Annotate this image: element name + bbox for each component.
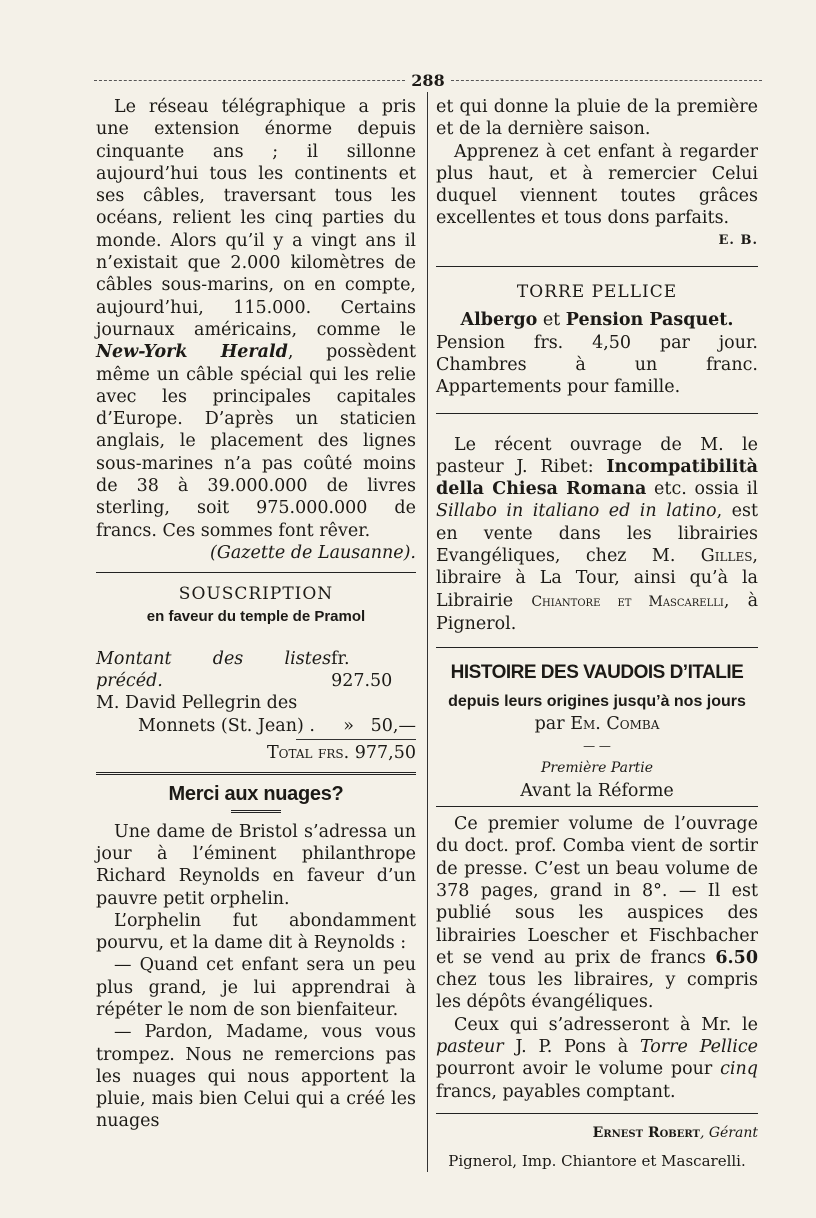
histoire-dash: — — (583, 739, 611, 754)
histoire-text: chez tous les libraires, y compris les dépôts évangéliques. (436, 970, 758, 1013)
ouvrage-text: , à Pignerol. (436, 590, 759, 634)
histoire-text: pasteur (436, 1036, 504, 1057)
ouvrage-book-title: Incompatibilità della Chiesa Romana (436, 456, 758, 500)
histoire-text: Torre Pellice (639, 1036, 758, 1057)
histoire-text: cinq (720, 1059, 758, 1080)
telegraph-article (96, 96, 416, 542)
author-name: Em. Comba (570, 713, 660, 734)
histoire-text: J. P. Pons à (503, 1036, 640, 1057)
histoire-text: Ceux qui s’adresseront à Mr. le (454, 1014, 758, 1035)
merci-title: Merci aux nuages? (168, 783, 344, 806)
merci-paragraph: L’orphelin fut abondamment pourvu, et la dame dit à Reynolds : (96, 910, 416, 954)
histoire-avant: Avant la Réforme (520, 780, 674, 801)
column-divider (427, 92, 428, 1172)
imprint: Pignerol, Imp. Chiantore et Mascarelli. (448, 1152, 746, 1171)
merci-paragraph: — Pardon, Madame, vous vous trompez. Nous ne remercions pas les nuages qui nous apportent la pluie, mais bien Celui qui a créé les nuages (96, 1022, 416, 1132)
telegraph-text-1: Le réseau télégraphique a pris une extension énorme depuis cinquante ans ; il sillonne aujourd’hui tous les continents et ses câbles, traversant tous les océans, relient les cinq parties du monde. Alors qu’il y a vingt ans il n’existait que 2.000 kilomètres de câbles sous-marins, on en compte, aujourd’hui, 115.000. Certains journaux américains, comme le (96, 97, 416, 340)
right-column (436, 96, 758, 1172)
divider (436, 647, 758, 648)
ouvrage-subtitle: Sillabo in italiano ed in latino (436, 501, 717, 522)
albergo-text: Pension frs. 4,50 par jour. Chambres à un franc. Appartements pour famille. (436, 332, 758, 398)
ouvrage-text: , libraire à La Tour, ainsi qu’à la Librairie (436, 546, 758, 611)
header-rule-left (94, 80, 405, 81)
subscription-line (96, 648, 416, 693)
pension-label: Pension Pasquet. (565, 310, 734, 331)
total-label: Total frs. (266, 743, 350, 764)
ouvrage-paragraph (436, 434, 758, 636)
gerant-label: , Gérant (699, 1124, 758, 1141)
divider (96, 572, 416, 573)
page-header (88, 70, 768, 90)
gerant-line (436, 1122, 758, 1144)
souscription-title: SOUSCRIPTION (178, 584, 334, 605)
albergo-et: et (542, 310, 561, 331)
merci-signature: E. B. (718, 232, 758, 248)
histoire-partie: Première Partie (540, 760, 654, 777)
total-value: 977,50 (354, 743, 416, 764)
merci-paragraph: Une dame de Bristol s’adressa un jour à l’éminent philanthrope Richard Reynolds en faveur d’un pauvre petit orphelin. (96, 821, 416, 909)
line-unit: » (343, 715, 354, 736)
line-unit: fr. (331, 648, 350, 669)
left-column (96, 96, 416, 1133)
gerant-name: Ernest Robert (592, 1124, 700, 1141)
bookseller-name: Gilles (700, 546, 753, 567)
albergo-heading (436, 309, 758, 331)
divider (436, 413, 758, 414)
bookseller-name: Chiantore et Mascarelli (531, 593, 724, 610)
telegraph-source: (Gazette de Lausanne). (210, 542, 416, 563)
divider (436, 1113, 758, 1114)
line-label: M. David Pellegrin des (96, 693, 298, 714)
line-label: Monnets (St. Jean) . (138, 715, 315, 736)
histoire-paragraph (436, 813, 758, 1014)
merci-paragraph: — Quand cet enfant sera un peu plus grand, je lui apprendrai à répéter le nom de son bienfaiteur. (96, 955, 416, 1020)
histoire-title: HISTOIRE DES VAUDOIS D’ITALIE (450, 662, 744, 684)
telegraph-text-2: , possèdent même un câble spécial qui les relie avec les principales capitales d’Europe. D’après un staticien anglais, le placement des lignes sous-marines n’a pas coûté moins de 38 à 39.000.000 de livres sterling, soit 975.000.000 de francs. Ces sommes font rêver. (96, 342, 416, 541)
merci-continued: Apprenez à cet enfant à regarder plus haut, et à remercier Celui duquel viennent toutes grâces excellentes et tous dons parfaits. (436, 141, 758, 229)
total-line (96, 742, 416, 764)
page-number: 288 (411, 70, 445, 90)
divider (436, 806, 758, 807)
merci-continued: et qui donne la pluie de la première et de la dernière saison. (436, 97, 758, 140)
histoire-text: Ce premier volume de l’ouvrage du doct. prof. Comba vient de sortir de presse. C’est un beau volume de 378 pages, grand in 8°. — Il est publié sous les auspices des librairies Loescher et Fischbacher et se vend au prix de francs (436, 814, 758, 968)
line-value: 927.50 (331, 671, 393, 692)
author-prefix: par (534, 713, 571, 734)
subscription-list (96, 648, 416, 764)
histoire-text: pourront avoir le volume pour (436, 1059, 721, 1080)
sum-rule (296, 739, 416, 740)
histoire-text: francs, payables comptant. (436, 1081, 676, 1102)
histoire-author-line (436, 713, 758, 735)
divider (96, 772, 416, 775)
ouvrage-text: , est en vente dans les librairies Evangéliques, chez M. (436, 501, 759, 567)
albergo-label: Albergo (460, 310, 538, 331)
histoire-paragraph (436, 1014, 758, 1103)
torre-title: TORRE PELLICE (516, 282, 678, 303)
ouvrage-text: etc. ossia il (646, 479, 758, 500)
header-rule-right (451, 80, 762, 81)
line-value: 50,— (370, 715, 416, 736)
title-ornament (231, 810, 281, 813)
divider (436, 266, 758, 267)
line-label: Montant des listes précéd. (96, 648, 332, 692)
histoire-price: 6.50 (715, 947, 758, 968)
ouvrage-text: Le récent ouvrage de M. le pasteur J. Ribet: (436, 434, 758, 477)
souscription-subtitle: en faveur du temple de Pramol (146, 607, 366, 625)
histoire-subtitle: depuis leurs origines jusqu’à nos jours (448, 692, 746, 710)
subscription-line (96, 715, 416, 737)
subscription-line (96, 692, 416, 714)
newspaper-name: New-York Herald (96, 342, 288, 363)
